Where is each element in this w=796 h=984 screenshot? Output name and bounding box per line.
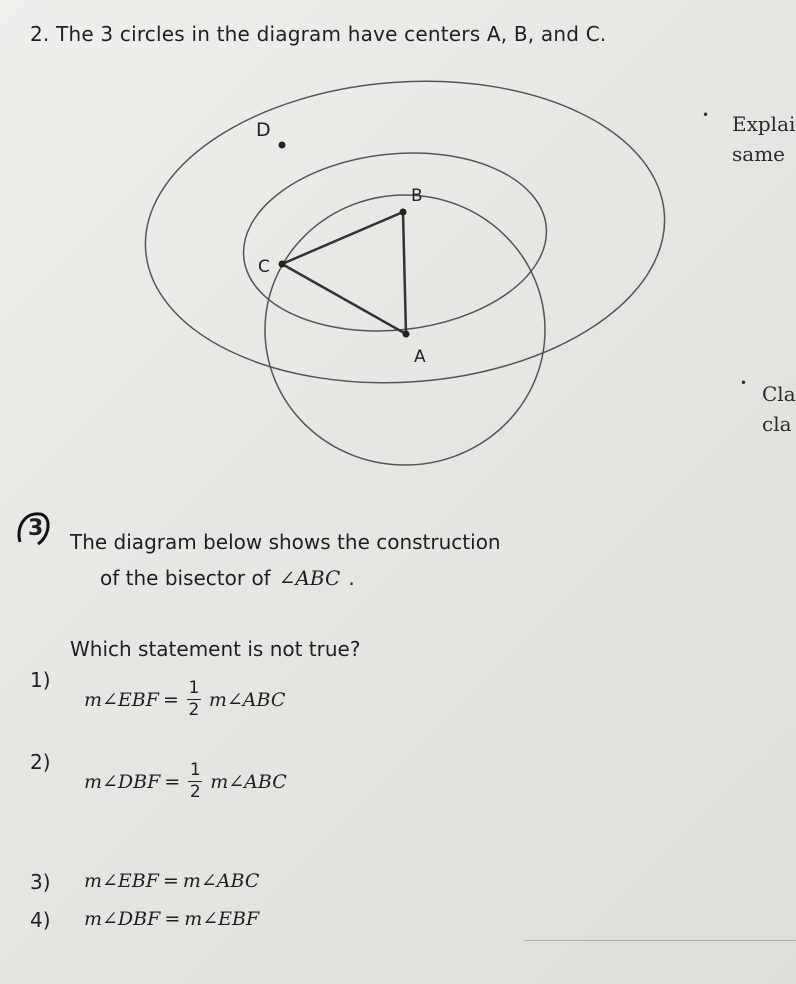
choice-3-expression[interactable] (84, 870, 259, 892)
choice-1-fraction (187, 680, 201, 719)
side-text-same: same (732, 142, 785, 166)
point-A (403, 331, 410, 338)
choice-1-equals: = (162, 688, 179, 711)
circle-center-A (135, 64, 675, 400)
choice-1-numerator: 1 (188, 678, 200, 698)
question-3-prompt: Which statement is not true? (70, 637, 361, 661)
choice-4-lhs: m∠DBF (84, 908, 161, 930)
choice-4-rhs: m∠EBF (184, 908, 260, 930)
line-2-prefix: of the bisector of (100, 566, 271, 590)
choice-2-expression[interactable] (84, 762, 287, 801)
point-C (279, 261, 286, 268)
line-2-suffix: . (348, 566, 355, 590)
answer-line (524, 940, 796, 941)
question-3-number: 3 (28, 516, 44, 541)
choice-4-equals: = (164, 908, 181, 930)
question-3-line-2 (100, 566, 355, 590)
side-text-cla-lower: cla (762, 412, 792, 436)
choice-1-expression[interactable] (84, 680, 285, 719)
choice-2-numerator: 1 (189, 760, 201, 780)
choice-2-rhs: m∠ABC (210, 770, 287, 793)
choice-3-lhs: m∠EBF (84, 870, 159, 892)
point-D (279, 142, 286, 149)
angle-ABC: ∠ABC (278, 566, 341, 590)
side-text-cla-upper: Cla (762, 382, 796, 406)
choice-3-number: 3) (30, 870, 51, 894)
label-A: A (414, 347, 426, 367)
choice-2-lhs: m∠DBF (84, 770, 161, 793)
choice-4-number: 4) (30, 908, 51, 932)
choice-1-lhs: m∠EBF (84, 688, 159, 711)
choice-1-denominator: 2 (188, 700, 200, 720)
circle-center-C (235, 139, 556, 346)
choice-1-rhs: m∠ABC (208, 688, 286, 711)
choice-1-number: 1) (30, 668, 51, 692)
side-text-explain: Explai (732, 112, 796, 136)
choice-2-equals: = (164, 770, 181, 793)
label-B: B (411, 186, 423, 206)
question-2-prompt: 2. The 3 circles in the diagram have centers A, B, and C. (30, 22, 607, 46)
choice-3-equals: = (162, 870, 179, 892)
choice-3-rhs: m∠ABC (182, 870, 260, 892)
segment-BA (403, 212, 406, 334)
segment-CA (282, 264, 406, 334)
bullet-1: • (702, 108, 710, 122)
choice-2-number: 2) (30, 750, 51, 774)
choice-2-fraction (188, 762, 202, 801)
label-C: C (258, 257, 270, 277)
question-3-line-1: The diagram below shows the construction (70, 530, 501, 554)
label-D: D (256, 119, 271, 141)
point-B (400, 209, 407, 216)
choice-4-expression[interactable] (84, 908, 259, 930)
choice-2-denominator: 2 (189, 782, 201, 802)
bullet-2: • (740, 376, 748, 390)
segment-BC (282, 212, 403, 264)
